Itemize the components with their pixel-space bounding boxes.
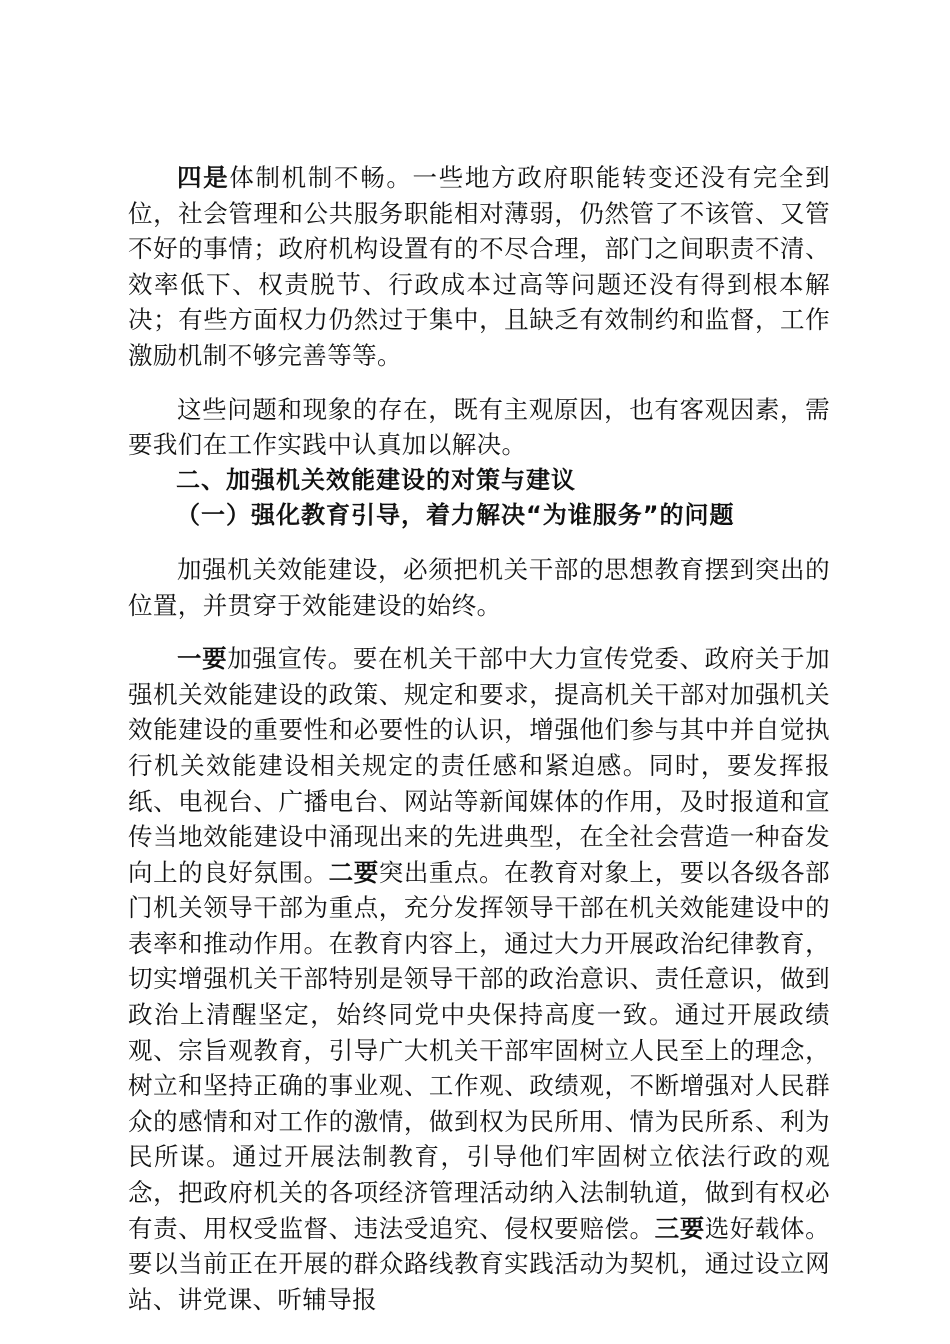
paragraph-lead-term: 二要 [328,857,379,887]
paragraph-body: 突出重点。在教育对象上，要以各级各部门机关领导干部为重点，充分发挥领导干部在机关效能建设中的表率和推动作用。在教育内容上，通过大力开展政治纪律教育，切实增强机关干部特别是领导干部的政治意识、责任意识，做到政治上清醒坚定，始终同党中央保持高度一致。通过开展政绩观、宗旨观教育，引导广大机关干部牢固树立人民至上的理念，树立和坚持正确的事业观、工作观、政绩观，不断增强对人民群众的感情和对工作的激情，做到权为民所用、情为民所系、利为民所谋。通过开展法制教育，引导他们牢固树立依法行政的观念，把政府机关的各项经济管理活动纳入法制轨道，做到有权必有责、用权受监督、违法受追究、侵权要赔偿。 [128,857,830,1243]
paragraph-lead-term: 三要 [654,1213,705,1243]
paragraph-intro [128,552,830,623]
subsection-heading: （一）强化教育引导，着力解决“为谁服务”的问题 [176,501,735,530]
document-page [128,160,830,1317]
paragraph-lead-term: 四是 [177,163,230,192]
paragraph-body: 加强宣传。要在机关干部中大力宣传党委、政府关于加强机关效能建设的政策、规定和要求，提高机关干部对加强机关效能建设的重要性和必要性的认识，增强他们参与其中并自觉执行机关效能建设相关规定的责任感和紧迫感。同时，要发挥报纸、电视台、广播电台、网站等新闻媒体的作用，及时报道和宣传当地效能建设中涌现出来的先进典型，在全社会营造一种奋发向上的良好氛围。 [128,644,830,887]
paragraph-body: 加强机关效能建设，必须把机关干部的思想教育摆到突出的位置，并贯穿于效能建设的始终。 [128,554,830,620]
paragraph-body: 这些问题和现象的存在，既有主观原因，也有客观因素，需要我们在工作实践中认真加以解决。 [128,394,830,460]
paragraph-body: 选好载体。要以当前正在开展的群众路线教育实践活动为契机，通过设立网站、讲党课、听辅导报 [128,1213,830,1314]
paragraph-lead-term: 一要 [177,644,228,674]
paragraph-body: 体制机制不畅。一些地方政府职能转变还没有完全到位，社会管理和公共服务职能相对薄弱，仍然管了不该管、又管不好的事情；政府机构设置有的不尽合理，部门之间职责不清、效率低下、权责脱节、行政成本过高等问题还没有得到根本解决；有些方面权力仍然过于集中，且缺乏有效制约和监督，工作激励机制不够完善等等。 [128,163,830,370]
paragraph-summary [128,392,830,463]
paragraph-measures [128,641,830,1317]
section-heading: 二、加强机关效能建设的对策与建议 [176,465,576,494]
paragraph-institutional-issues [128,160,830,374]
